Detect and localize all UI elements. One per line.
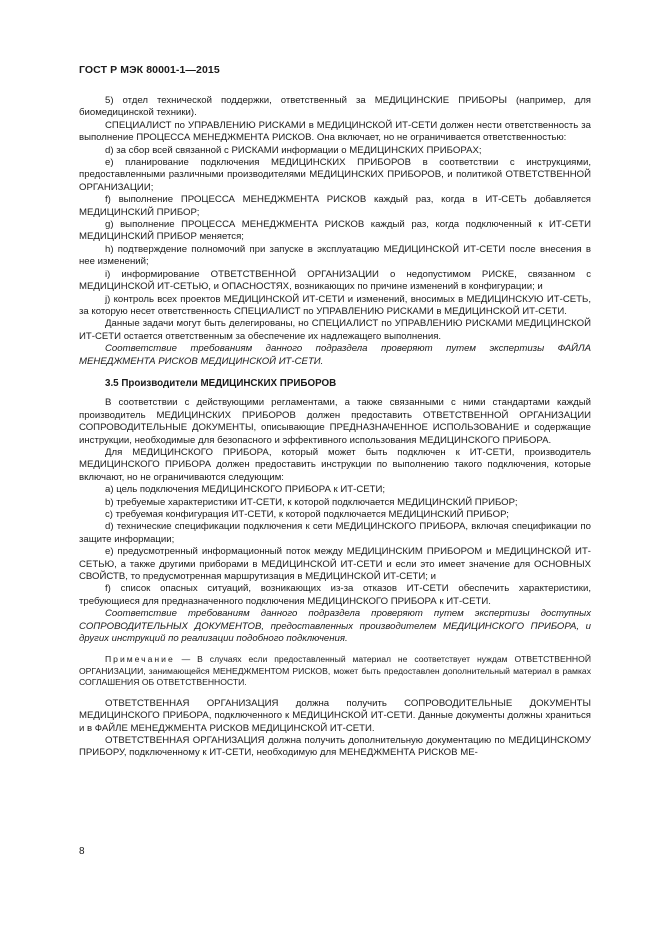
list-item: i) информирование ОТВЕТСТВЕННОЙ ОРГАНИЗАЦИИ о недопустимом РИСКЕ, связанном с МЕДИЦИНСКОЙ ИТ-СЕТЬЮ, и ОПАСНОСТЯХ, возникающих по причине изменений в конфигурации; и bbox=[79, 268, 591, 293]
list-item: b) требуемые характеристики ИТ-СЕТИ, к которой подключается МЕДИЦИНСКИЙ ПРИБОР; bbox=[105, 496, 518, 508]
compliance-statement: Соответствие требованиям данного подраздела проверяют путем экспертизы доступных СОПРОВОДИТЕЛЬНЫХ ДОКУМЕНТОВ, предоставленных производителем МЕДИЦИНСКОГО ПРИБОРА, и других инструкций по реализации подобного подключения. bbox=[79, 608, 591, 645]
list-item: g) выполнение ПРОЦЕССА МЕНЕДЖМЕНТА РИСКОВ каждый раз, когда подключенный к ИТ-СЕТИ МЕДИЦИНСКИЙ ПРИБОР меняется; bbox=[79, 219, 591, 243]
document-body bbox=[79, 95, 591, 760]
list-item: d) за сбор всей связанной с РИСКАМИ информации о МЕДИЦИНСКИХ ПРИБОРАХ; bbox=[105, 144, 482, 156]
paragraph: СПЕЦИАЛИСТ по УПРАВЛЕНИЮ РИСКАМИ в МЕДИЦИНСКОЙ ИТ-СЕТИ должен нести ответственность за выполнение ПРОЦЕССА МЕНЕДЖМЕНТА РИСКОВ. Она включает, но не ограничивается ответственностью: bbox=[79, 119, 591, 144]
list-item: f) выполнение ПРОЦЕССА МЕНЕДЖМЕНТА РИСКОВ каждый раз, когда в ИТ-СЕТЬ добавляется МЕДИЦИНСКИЙ ПРИБОР; bbox=[79, 194, 591, 218]
paragraph: ОТВЕТСТВЕННАЯ ОРГАНИЗАЦИЯ должна получить СОПРОВОДИТЕЛЬНЫЕ ДОКУМЕНТЫ МЕДИЦИНСКОГО ПРИБОРА, подключенного к МЕДИЦИНСКОЙ ИТ-СЕТИ. Данные документы должны храниться и в ФАЙЛЕ МЕНЕДЖМЕНТА РИСКОВ МЕДИЦИНСКОЙ ИТ-СЕТИ. bbox=[79, 697, 591, 734]
paragraph: Данные задачи могут быть делегированы, но СПЕЦИАЛИСТ по УПРАВЛЕНИЮ РИСКАМИ МЕДИЦИНСКОЙ ИТ-СЕТИ остается ответственным за обеспечение их надлежащего выполнения. bbox=[79, 318, 591, 342]
section-heading: 3.5 Производители МЕДИЦИНСКИХ ПРИБОРОВ bbox=[105, 377, 337, 389]
note-text: — В случаях если предоставленный материал не соответствует нуждам ОТВЕТСТВЕННОЙ ОРГАНИЗАЦИИ, занимающейся МЕНЕДЖМЕНТОМ РИСКОВ, может быть предоставлен дополнительный материал в рамках СОГЛАШЕНИЯ ОБ ОТВЕТСТВЕННОСТИ. bbox=[79, 654, 591, 688]
page-number: 8 bbox=[79, 846, 85, 857]
list-item: h) подтверждение полномочий при запуске в эксплуатацию МЕДИЦИНСКОЙ ИТ-СЕТИ после внесения в нее изменений; bbox=[79, 243, 591, 268]
list-item: j) контроль всех проектов МЕДИЦИНСКОЙ ИТ-СЕТИ и изменений, вносимых в МЕДИЦИНСКУЮ ИТ-СЕТЬ, за которую несет ответственность СПЕЦИАЛИСТ по УПРАВЛЕНИЮ РИСКАМИ в МЕДИЦИНСКОЙ ИТ-СЕТИ. bbox=[79, 293, 591, 317]
list-item: a) цель подключения МЕДИЦИНСКОГО ПРИБОРА к ИТ-СЕТИ; bbox=[105, 484, 386, 496]
document-header: ГОСТ Р МЭК 80001-1—2015 bbox=[79, 64, 220, 76]
list-item: c) требуемая конфигурация ИТ-СЕТИ, к которой подключается МЕДИЦИНСКИЙ ПРИБОР; bbox=[105, 509, 509, 520]
list-item: e) планирование подключения МЕДИЦИНСКИХ ПРИБОРОВ в соответствии с инструкциями, предоставленными различными производителями МЕДИЦИНСКИХ ПРИБОРОВ, и политикой ОТВЕТСТВЕННОЙ ОРГАНИЗАЦИИ; bbox=[79, 157, 591, 193]
list-item: f) список опасных ситуаций, возникающих из-за отказов ИТ-СЕТИ обеспечить характеристики, требующиеся для предназначенного подключения МЕДИЦИНСКОГО ПРИБОРА к ИТ-СЕТИ. bbox=[79, 583, 591, 607]
paragraph: 5) отдел технической поддержки, ответственный за МЕДИЦИНСКИЕ ПРИБОРЫ (например, для биомедицинской техники). bbox=[79, 95, 591, 119]
paragraph: В соответствии с действующими регламентами, а также связанными с ними стандартами каждый производитель МЕДИЦИНСКИХ ПРИБОРОВ должен предоставить ОТВЕТСТВЕННОЙ ОРГАНИЗАЦИИ СОПРОВОДИТЕЛЬНЫЕ ДОКУМЕНТЫ, описывающие ПРЕДНАЗНАЧЕННОЕ ИСПОЛЬЗОВАНИЕ и содержащие инструкции, необходимые для безопасного и эффективного использования МЕДИЦИНСКОГО ПРИБОРА. bbox=[79, 397, 591, 446]
list-item: e) предусмотренный информационный поток между МЕДИЦИНСКИМ ПРИБОРОМ и МЕДИЦИНСКОЙ ИТ-СЕТЬЮ, а также другими приборами в МЕДИЦИНСКОЙ ИТ-СЕТИ и если это имеет значение для ОСНОВНЫХ СВОЙСТВ, то предусмотренная маршрутизация в МЕДИЦИНСКОЙ ИТ-СЕТИ; и bbox=[79, 546, 591, 583]
paragraph: Для МЕДИЦИНСКОГО ПРИБОРА, который может быть подключен к ИТ-СЕТИ, производитель МЕДИЦИНСКОГО ПРИБОРА должен предоставить инструкции по выполнению такого подключения, которые включают, но не ограничиваются следующим: bbox=[79, 446, 591, 483]
note-label: Примечание bbox=[105, 654, 175, 665]
paragraph: ОТВЕТСТВЕННАЯ ОРГАНИЗАЦИЯ должна получить дополнительную документацию по МЕДИЦИНСКОМУ ПРИБОРУ, подключенному к ИТ-СЕТИ, необходимую для МЕНЕДЖМЕНТА РИСКОВ МЕ- bbox=[79, 734, 591, 759]
compliance-statement: Соответствие требованиям данного подраздела проверяют путем экспертизы ФАЙЛА МЕНЕДЖМЕНТА РИСКОВ МЕДИЦИНСКОЙ ИТ-СЕТИ. bbox=[79, 343, 591, 367]
note bbox=[79, 654, 591, 688]
list-item: d) технические спецификации подключения к сети МЕДИЦИНСКОГО ПРИБОРА, включая спецификации по защите информации; bbox=[79, 521, 591, 545]
